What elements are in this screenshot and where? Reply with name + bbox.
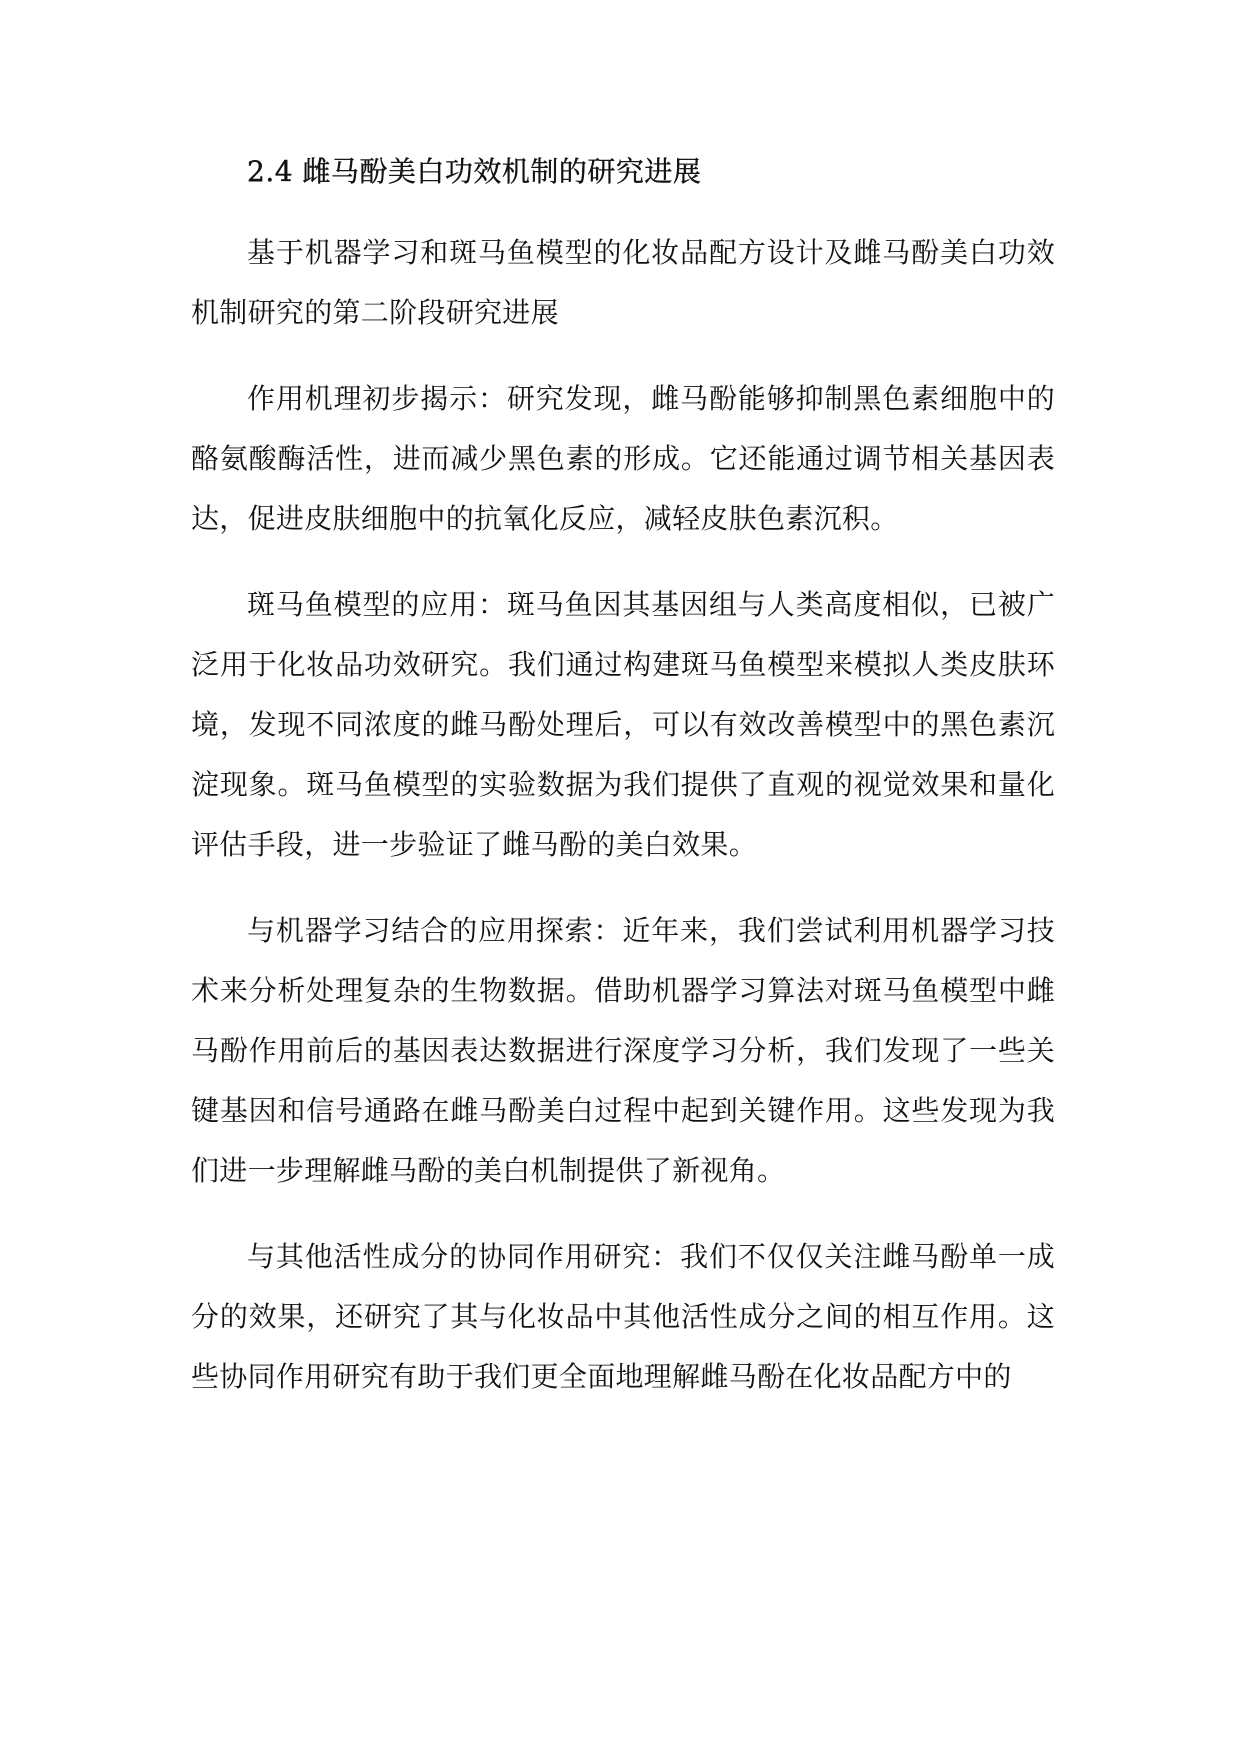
paragraph-mechanism: 作用机理初步揭示：研究发现，雌马酚能够抑制黑色素细胞中的酪氨酸酶活性，进而减少黑色素的形成。它还能通过调节相关基因表达，促进皮肤细胞中的抗氧化反应，减轻皮肤色素沉积。 <box>191 382 1055 535</box>
paragraph-synergy: 与其他活性成分的协同作用研究：我们不仅仅关注雌马酚单一成分的效果，还研究了其与化妆品中其他活性成分之间的相互作用。这些协同作用研究有助于我们更全面地理解雌马酚在化妆品配方中的 <box>191 1240 1055 1393</box>
paragraph-machine-learning: 与机器学习结合的应用探索：近年来，我们尝试利用机器学习技术来分析处理复杂的生物数据。借助机器学习算法对斑马鱼模型中雌马酚作用前后的基因表达数据进行深度学习分析，我们发现了一些关键基因和信号通路在雌马酚美白过程中起到关键作用。这些发现为我们进一步理解雌马酚的美白机制提供了新视角。 <box>191 914 1055 1187</box>
section-heading: 2.4 雌马酚美白功效机制的研究进展 <box>247 155 702 188</box>
paragraph-zebrafish-model: 斑马鱼模型的应用：斑马鱼因其基因组与人类高度相似，已被广泛用于化妆品功效研究。我们通过构建斑马鱼模型来模拟人类皮肤环境，发现不同浓度的雌马酚处理后，可以有效改善模型中的黑色素沉淀现象。斑马鱼模型的实验数据为我们提供了直观的视觉效果和量化评估手段，进一步验证了雌马酚的美白效果。 <box>191 588 1055 861</box>
paragraph-intro: 基于机器学习和斑马鱼模型的化妆品配方设计及雌马酚美白功效机制研究的第二阶段研究进展 <box>191 236 1055 329</box>
